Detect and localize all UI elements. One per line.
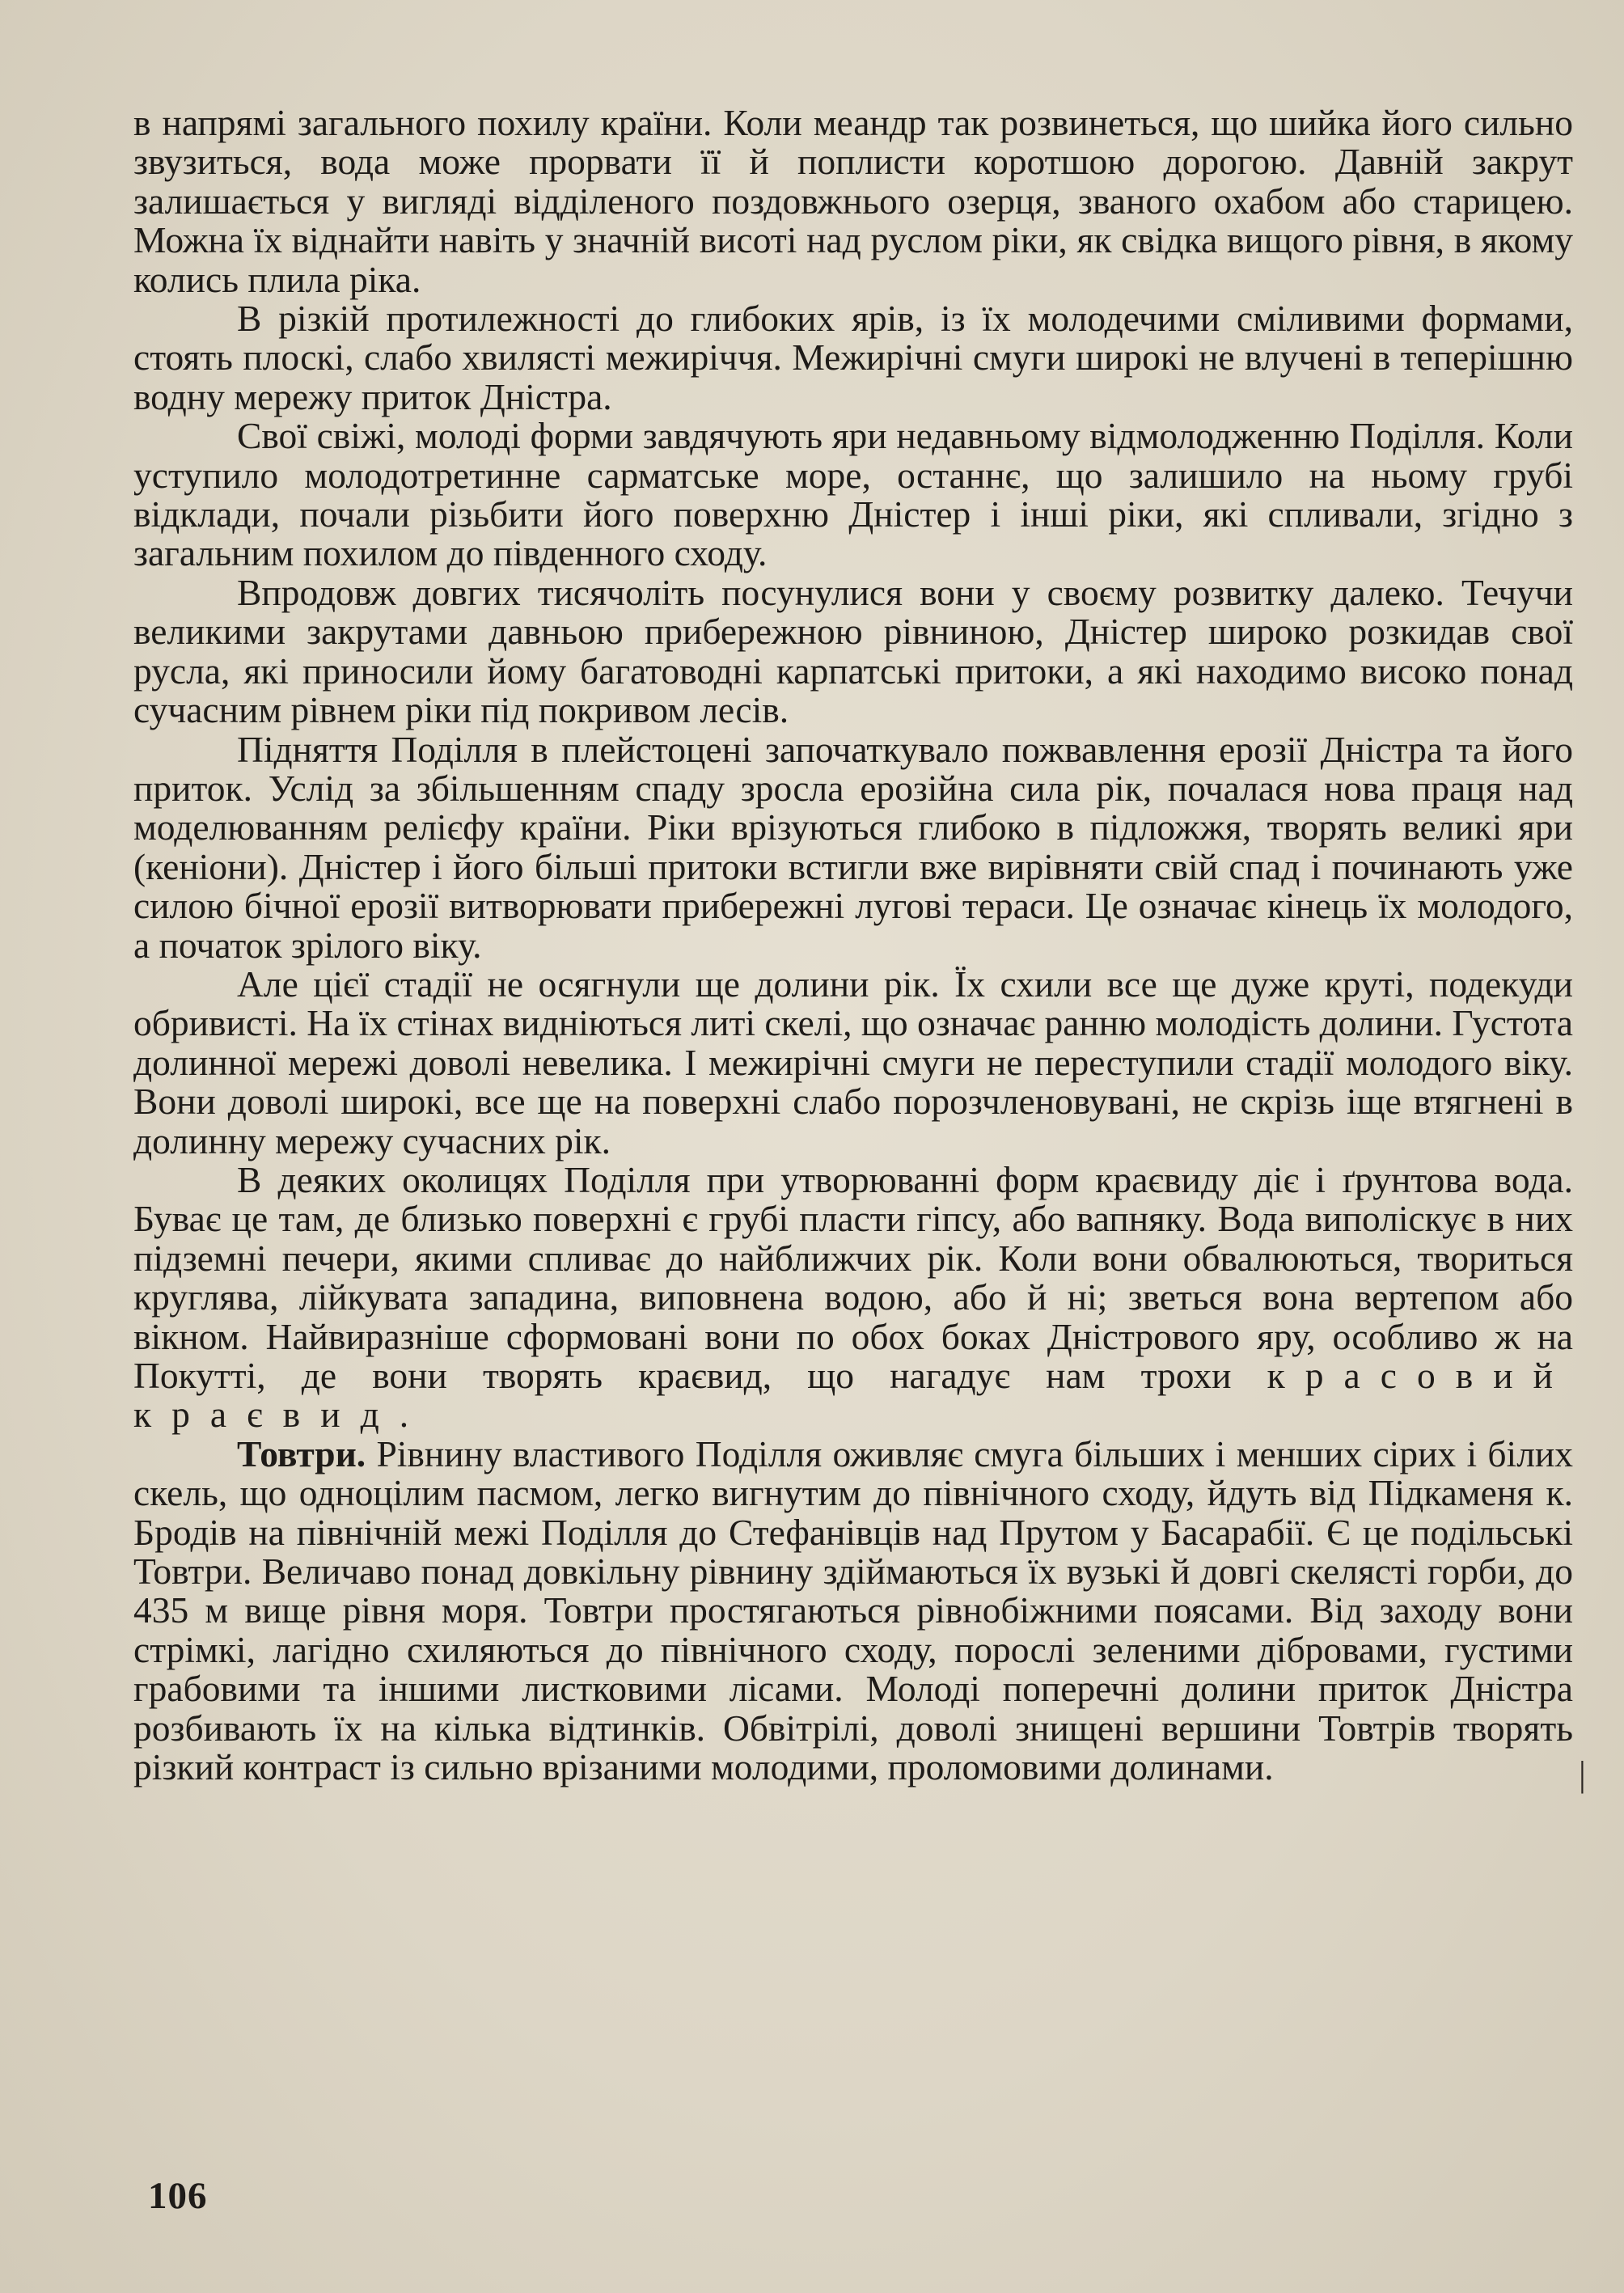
margin-mark: |: [1579, 1754, 1586, 1794]
paragraph: Підняття Поділля в плейстоцені започаткувало пожвавлення ерозії Дністра та його приток. Услід за збільшенням спаду зросла ерозійна сила рік, почалася нова праця над моделюванням релієфу країни. Ріки врізуються глибоко в підложжя, творять великі яри (кеніони). Дністер і його більші притоки встигли вже вирівняти свій спад і починають уже силою бічної ерозії витворювати прибережні лугові тераси. Це означає кінець їх молодого, а початок зрілого віку.: [133, 728, 1573, 966]
paragraph: в напрямі загального похилу країни. Коли меандр так розвинеться, що шийка його сильно звузиться, вода може прорвати її й поплисти коротшою дорогою. Давній закрут залишається у вигляді відділеного поздовжнього озерця, званого охабом або старицею. Можна їх віднайти навіть у значній висоті над руслом ріки, як свідка вищого рівня, в якому колись плила ріка.: [133, 102, 1573, 300]
section-heading: Товтри.: [237, 1432, 366, 1474]
paragraph: [133, 1432, 1574, 1788]
paragraph-text: Рівнину властивого Поділля оживляє смуга більших і менших сірих і білих скель, що одноцілим пасмом, легко вигнутим до північного сходу, йдуть від Підкаменя к. Бродів на північній межі Поділля до Стефанівців над Прутом у Басарабії. Є це подільські Товтри. Величаво понад довкільну рівнину здіймаються їх вузькі й довгі скелясті горби, до 435 м вище рівня моря. Товтри простягаються рівнобіжними поясами. Від заходу вони стрімкі, лагідно схиляються до північного сходу, порослі зеленими дібровами, густими грабовими та іншими листковими лісами. Молоді поперечні долини приток Дністра розбивають їх на кілька відтинків. Обвітрілі, доволі знищені вершини Товтрів творять різкий контраст із сильно врізаними молодими, проломовими долинами.: [133, 1432, 1574, 1788]
paragraph-tail: .: [399, 1394, 409, 1436]
paragraph: В різкій протилежності до глибоких ярів, із їх молодечими сміливими формами, стоять плоскі, слабо хвилясті межиріччя. Межирічні смуги широкі не влучені в теперішню водну мережу приток Дністра.: [133, 298, 1573, 417]
paragraph: Але цієї стадії не осягнули ще долини рік. Їх схили все ще дуже круті, подекуди обривисті. На їх стінах видніються литі скелі, що означає ранню молодість долини. Густота долинної мережі доволі невелика. І межирічні смуги не переступили стадії молодого віку. Вони доволі широкі, все ще на поверхні слабо порозчленовувані, не скрізь іще втягнені в долинну мережу сучасних рік.: [133, 962, 1573, 1161]
page-number: 106: [148, 2175, 208, 2217]
body-text: [133, 104, 1573, 1787]
paragraph-text: В деяких околицях Поділля при утворюванні форм краєвиду діє і ґрунтова вода. Буває це там, де близько поверхні є грубі пласти гіпсу, або вапняку. Вода виполіскує в них підземні печери, якими спливає до найближчих рік. Коли вони обвалюються, твориться круглява, лійкувата западина, виповнена водою, або й ні; зветься вона вертепом або вікном. Найвиразніше сформовані вони по обох боках Дністрового яру, особливо ж на Покутті, де вони творять краєвид, що нагадує нам трохи: [133, 1158, 1573, 1396]
paragraph: Свої свіжі, молоді форми завдячують яри недавньому відмолодженню Поділля. Коли уступило молодотретинне сарматське море, останнє, що залишило на ньому грубі відклади, почали різьбити його поверхню Дністер і інші ріки, які спливали, згідно з загальним похилом до південного сходу.: [133, 415, 1573, 574]
paragraph: [133, 1158, 1573, 1436]
spaced-term: красовий краєвид: [133, 1355, 1573, 1436]
paragraph: Впродовж довгих тисячоліть посунулися вони у своєму розвитку далеко. Течучи великими закрутами давньою прибережною рівниною, Дністер широко розкидав свої русла, які приносили йому багатоводні карпатські притоки, а які находимо високо понад сучасним рівнем ріки під покривом лесів.: [133, 571, 1573, 731]
